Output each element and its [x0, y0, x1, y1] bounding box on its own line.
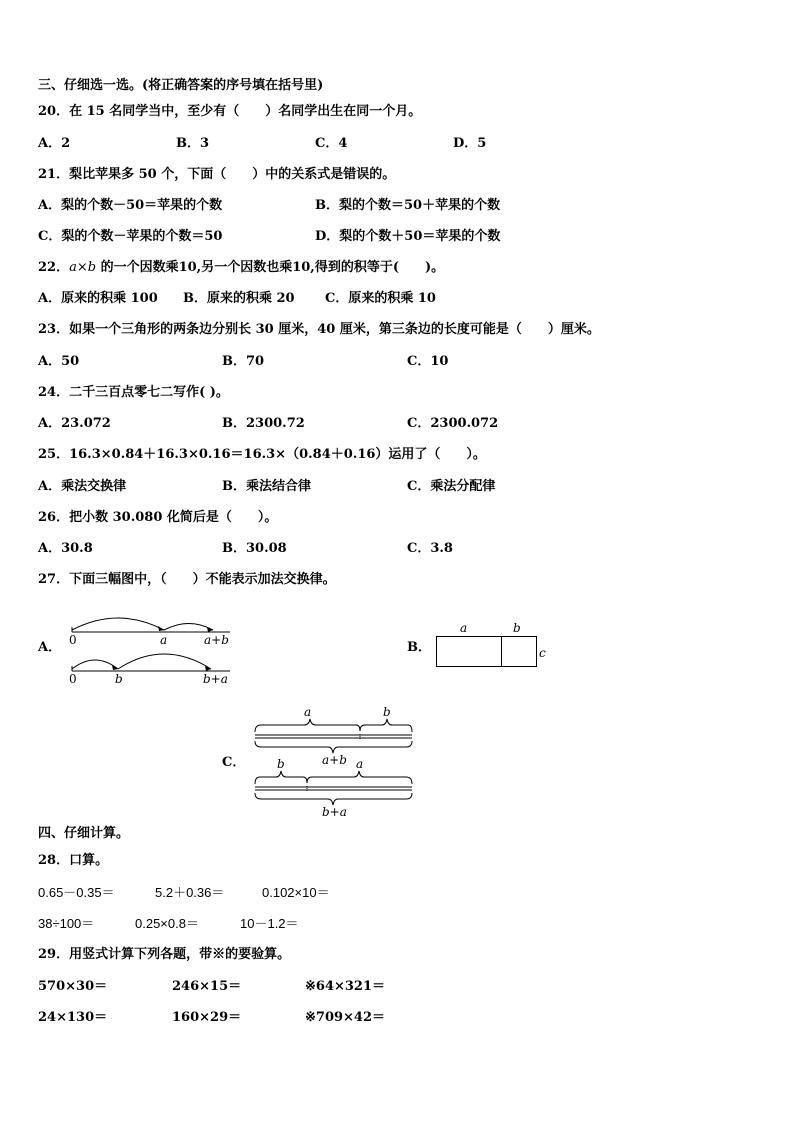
question-27-stem: 27．下面三幅图中，（ ）不能表示加法交换律。	[38, 572, 336, 587]
q21-option-d: D．梨的个数＋50＝苹果的个数	[315, 229, 501, 244]
q28-item-1: 0.65－0.35＝	[38, 885, 115, 900]
q28-item-5: 0.25×0.8＝	[135, 916, 199, 931]
fig-a-label-zero-2: 0	[69, 672, 77, 686]
fig-a-label-a: a	[160, 633, 168, 647]
q27-option-c: C．	[222, 755, 246, 770]
q22-number: 22．	[38, 260, 70, 275]
figure-c-brace-diagram	[248, 705, 423, 817]
q27-option-b: B．	[407, 640, 431, 655]
q28-item-6: 10－1.2＝	[240, 916, 299, 931]
q22-option-a: A．原来的积乘 100	[38, 291, 158, 306]
section-4-heading: 四、仔细计算。	[38, 826, 130, 841]
fig-b-label-b: b	[513, 621, 521, 635]
fig-c-label-a-plus-b: a+b	[322, 753, 347, 767]
q22-option-b: B．原来的积乘 20	[183, 291, 295, 306]
question-26-stem: 26．把小数 30.080 化简后是（ ）。	[38, 510, 278, 525]
q29-item-5: 160×29＝	[172, 1010, 242, 1025]
q24-option-b: B．2300.72	[222, 416, 305, 431]
q23-option-a: A．50	[38, 354, 80, 369]
fig-a-label-b-plus-a: b+a	[203, 672, 228, 686]
q20-option-a: A．2	[38, 136, 71, 151]
q21-option-a: A．梨的个数－50＝苹果的个数	[38, 198, 223, 213]
question-20-stem: 20．在 15 名同学当中，至少有（ ）名同学出生在同一个月。	[38, 104, 422, 119]
fig-b-label-c: c	[539, 646, 546, 660]
q25-option-b: B．乘法结合律	[222, 479, 311, 494]
q24-option-a: A．23.072	[38, 416, 111, 431]
fig-c-label-a-top: a	[304, 705, 312, 719]
figure-b-rectangle	[430, 618, 550, 673]
q22-option-c: C．原来的积乘 10	[325, 291, 436, 306]
question-25-stem: 25．16.3×0.84＋16.3×0.16＝16.3×（0.84＋0.16）运用了（ ）。	[38, 447, 486, 462]
question-21-stem: 21．梨比苹果多 50 个，下面（ ）中的关系式是错误的。	[38, 167, 396, 182]
q22-stem-text: 的一个因数乘10,另一个因数也乘10,得到的积等于( )。	[100, 260, 445, 275]
q28-item-2: 5.2＋0.36＝	[155, 885, 225, 900]
fig-c-label-b-plus-a: b+a	[322, 805, 347, 817]
q20-option-b: B．3	[176, 136, 210, 151]
q26-option-a: A．30.8	[38, 541, 93, 556]
fig-a-label-zero-1: 0	[69, 633, 77, 647]
fig-a-label-b: b	[115, 672, 123, 686]
question-24-stem: 24．二千三百点零七二写作( )。	[38, 385, 229, 400]
q22-expression: a×b	[69, 260, 97, 275]
figure-a-number-lines	[60, 605, 240, 690]
q28-item-4: 38÷100＝	[38, 916, 95, 931]
q23-option-b: B．70	[222, 354, 265, 369]
section-3-heading: 三、仔细选一选。(将正确答案的序号填在括号里)	[38, 78, 324, 93]
question-22-stem	[38, 260, 444, 276]
q23-option-c: C．10	[407, 354, 449, 369]
q26-option-c: C．3.8	[407, 541, 453, 556]
fig-c-label-a-bottom: a	[356, 757, 364, 771]
q21-option-c: C．梨的个数－苹果的个数＝50	[38, 229, 223, 244]
question-28-stem: 28．口算。	[38, 853, 109, 868]
q29-item-2: 246×15＝	[172, 979, 242, 994]
fig-b-label-a: a	[460, 621, 468, 635]
q24-option-c: C．2300.072	[407, 416, 499, 431]
q21-option-b: B．梨的个数＝50＋苹果的个数	[315, 198, 501, 213]
q25-option-c: C．乘法分配律	[407, 479, 496, 494]
q20-option-c: C．4	[315, 136, 348, 151]
fig-c-label-b-bottom: b	[277, 757, 285, 771]
question-29-stem: 29．用竖式计算下列各题，带※的要验算。	[38, 947, 291, 962]
q26-option-b: B．30.08	[222, 541, 287, 556]
q20-option-d: D．5	[453, 136, 487, 151]
question-23-stem: 23．如果一个三角形的两条边分别长 30 厘米，40 厘米，第三条边的长度可能是（ ）厘米。	[38, 322, 600, 337]
q29-item-1: 570×30＝	[38, 979, 108, 994]
q27-option-a: A．	[38, 640, 62, 655]
q29-item-3: ※64×321＝	[305, 979, 386, 994]
q29-item-4: 24×130＝	[38, 1010, 108, 1025]
fig-c-label-b-top: b	[383, 705, 391, 719]
fig-a-label-a-plus-b: a+b	[204, 633, 229, 647]
q25-option-a: A．乘法交换律	[38, 479, 127, 494]
q29-item-6: ※709×42＝	[305, 1010, 386, 1025]
q28-item-3: 0.102×10＝	[262, 885, 330, 900]
